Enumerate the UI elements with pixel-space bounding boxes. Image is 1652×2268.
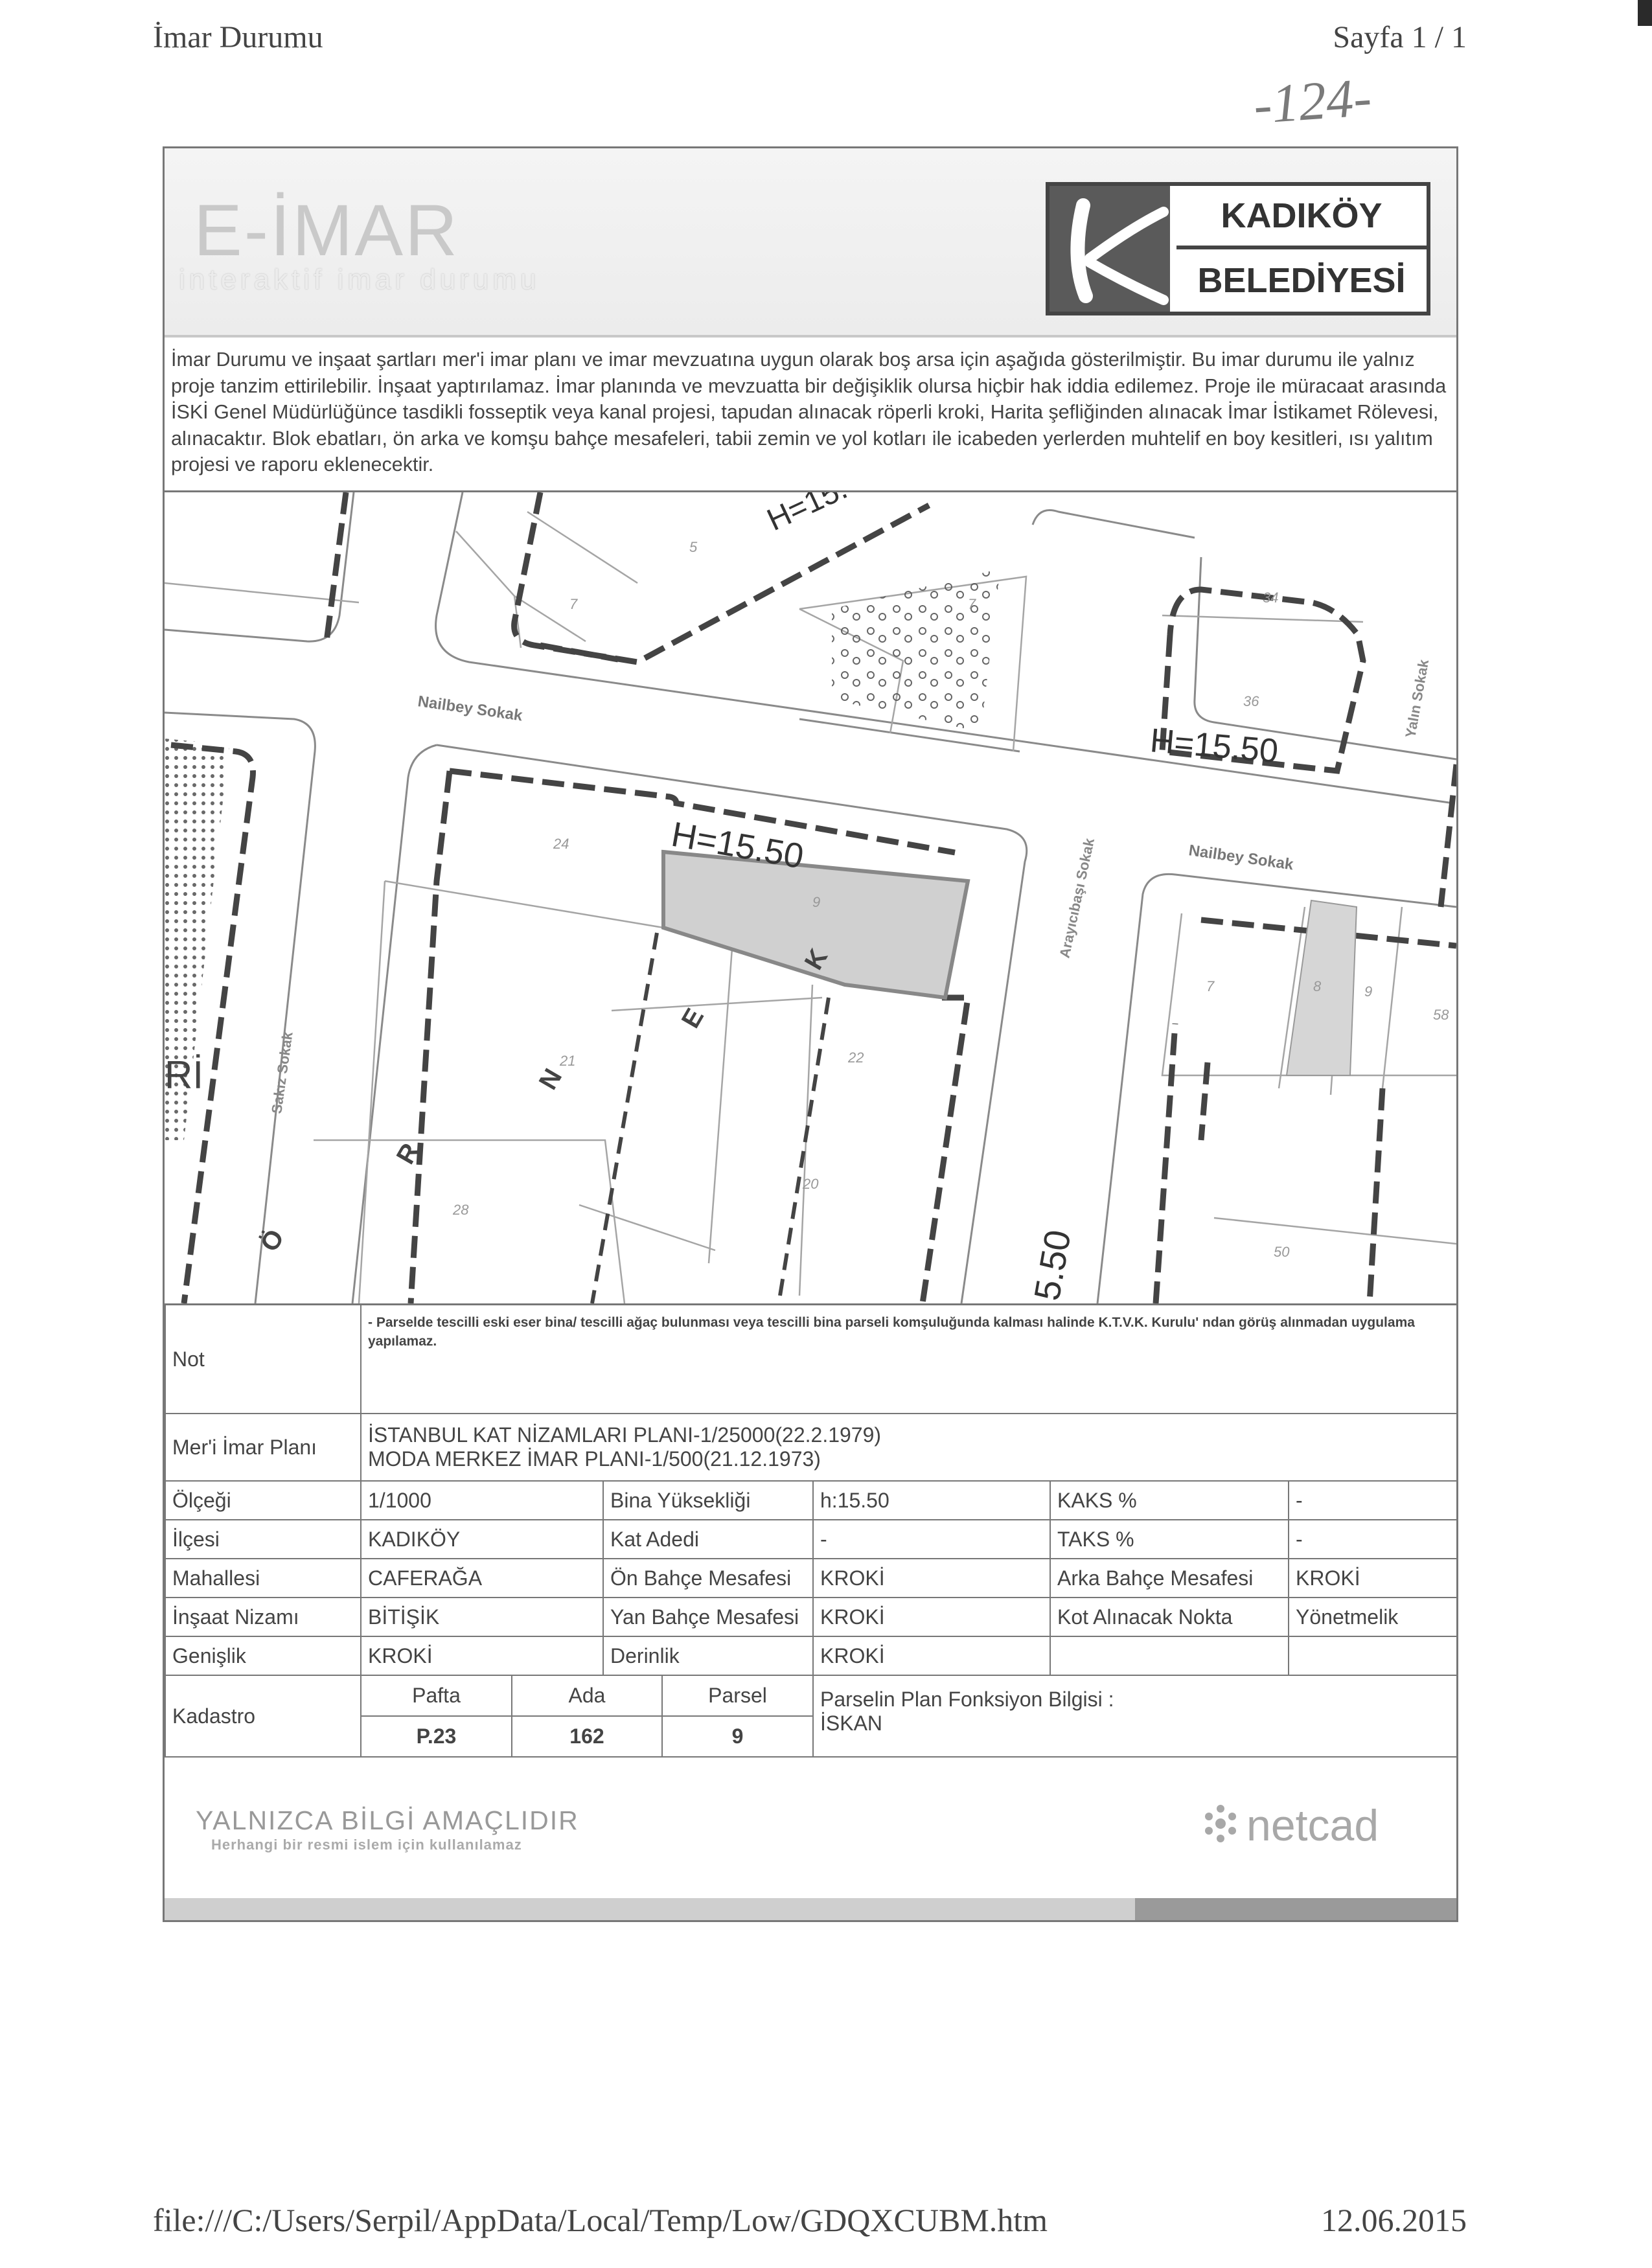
street-label-sakiz: Sakız Sokak <box>268 1031 296 1115</box>
netcad-wordmark: netcad <box>1246 1801 1379 1850</box>
parcel-number: 34 <box>1263 590 1279 606</box>
parcel-number: 7 <box>1206 978 1215 994</box>
parcel-number: 7 <box>968 596 976 612</box>
bina-yuksekligi-label: Bina Yüksekliği <box>603 1481 813 1520</box>
pafta-label: Pafta <box>361 1676 512 1716</box>
brand-subtitle: interaktif imar durumu <box>179 264 540 295</box>
mahalle-label: Mahallesi <box>165 1559 361 1598</box>
derinlik-value: KROKİ <box>813 1636 1050 1675</box>
street-label-arayicibasi: Arayıcıbaşı Sokak <box>1056 836 1098 960</box>
kot-value: Yönetmelik <box>1289 1598 1457 1636</box>
district-letter: E <box>676 1003 710 1033</box>
e-imar-document <box>163 146 1458 1922</box>
parcel-number: 36 <box>1243 693 1259 709</box>
plan-fonksiyon <box>813 1675 1457 1757</box>
header-banner <box>165 148 1456 338</box>
kadastro-subtable <box>361 1676 812 1756</box>
info-only-notice: YALNIZCA BİLGİ AMAÇLIDIR <box>196 1805 579 1835</box>
parsel-value: 9 <box>662 1716 812 1756</box>
plan-line-2: MODA MERKEZ İMAR PLANI-1/500(21.12.1973) <box>368 1447 821 1471</box>
ilce-label: İlçesi <box>165 1520 361 1559</box>
olcek-label: Ölçeği <box>165 1481 361 1520</box>
derinlik-label: Derinlik <box>603 1636 813 1675</box>
parcel-number: 28 <box>453 1202 469 1218</box>
plan-line-1: İSTANBUL KAT NİZAMLARI PLANI-1/25000(22.2.1979) <box>368 1423 882 1447</box>
height-label-top: H=15. <box>762 492 853 538</box>
on-bahce-value: KROKİ <box>813 1559 1050 1598</box>
height-label-bottom: 5.50 <box>1026 1226 1079 1303</box>
kaks-value: - <box>1289 1481 1457 1520</box>
district-letter: Rİ <box>165 1053 203 1097</box>
scan-edge-mark <box>1638 0 1652 26</box>
netcad-logo-icon <box>1201 1802 1240 1848</box>
footer-bar-accent <box>1135 1898 1456 1920</box>
plan-label: Mer'i İmar Planı <box>165 1414 361 1481</box>
plan-value <box>361 1414 1457 1481</box>
street-label-nailbey-1: Nailbey Sokak <box>417 693 524 725</box>
bina-yuksekligi-value: h:15.50 <box>813 1481 1050 1520</box>
not-label: Not <box>165 1305 361 1414</box>
parcel-number: 9 <box>1364 983 1373 1000</box>
logo-text-belediyesi: BELEDİYESİ <box>1197 261 1406 300</box>
plan-fonksiyon-label: Parselin Plan Fonksiyon Bilgisi : <box>820 1688 1114 1711</box>
olcek-value: 1/1000 <box>361 1481 603 1520</box>
yan-bahce-label: Yan Bahçe Mesafesi <box>603 1598 813 1636</box>
parcel-number: 58 <box>1433 1007 1449 1023</box>
print-title: İmar Durumu <box>153 20 323 54</box>
logo-text-kadikoy: KADIKÖY <box>1221 196 1382 235</box>
genislik-label: Genişlik <box>165 1636 361 1675</box>
print-file-path: file:///C:/Users/Serpil/AppData/Local/Temp/Low/GDQXCUBM.htm <box>153 2202 1048 2238</box>
parcel-number: 5 <box>689 539 698 555</box>
height-label-right-block: H=15.50 <box>1148 722 1280 771</box>
ada-value: 162 <box>512 1716 662 1756</box>
empty-cell <box>1050 1636 1289 1675</box>
brand-title: E-İMAR <box>194 190 459 271</box>
not-official-notice: Herhangi bir resmi islem için kullanılamaz <box>211 1837 522 1853</box>
on-bahce-label: Ön Bahçe Mesafesi <box>603 1559 813 1598</box>
genislik-value: KROKİ <box>361 1636 603 1675</box>
kadastro-values <box>361 1675 813 1757</box>
parcel-number: 9 <box>812 894 821 910</box>
kat-adedi-value: - <box>813 1520 1050 1559</box>
ilce-value: KADIKÖY <box>361 1520 603 1559</box>
ada-label: Ada <box>512 1676 662 1716</box>
empty-cell <box>1289 1636 1457 1675</box>
height-label-parcel-9: H=15.50 <box>668 814 807 876</box>
intro-paragraph: İmar Durumu ve inşaat şartları mer'i imar planı ve imar mevzuatına uygun olarak boş arsa için aşağıda gösterilmiştir. Bu imar durumu ile yalnız proje tanzim ettirilebilir. İnşaat yaptırılamaz. İmar planında ve mevzuatta bir değişiklik olursa hiçbir hak iddia edilemez. Proje ile müracaat arasında İSKİ Genel Müdürlüğünce tasdikli fosseptik veya kanal projesi, tapudan alınacak röperli kroki, Harita şefliğinden alınacak İmar İstikamet Rölevesi, alınacaktır. Blok ebatları, ön arka ve komşu bahçe mesafeleri, tabii zemin ve yol kotları ile icabeden yerlerden muhtelif en boy kesitleri, ısı yalıtım projesi ve raporu eklenecektir. <box>171 349 1447 475</box>
kaks-label: KAKS % <box>1050 1481 1289 1520</box>
handwritten-number: -124- <box>1251 67 1373 136</box>
street-label-nailbey-2: Nailbey Sokak <box>1187 842 1295 874</box>
kat-adedi-label: Kat Adedi <box>603 1520 813 1559</box>
arka-bahce-value: KROKİ <box>1289 1559 1457 1598</box>
parcel-number: 8 <box>1313 978 1322 994</box>
kadastro-label: Kadastro <box>165 1675 361 1757</box>
district-letter: N <box>533 1064 568 1095</box>
print-page-number: Sayfa 1 / 1 <box>1333 20 1467 54</box>
parcel-number: 21 <box>560 1053 576 1069</box>
taks-label: TAKS % <box>1050 1520 1289 1559</box>
mahalle-value: CAFERAĞA <box>361 1559 603 1598</box>
insaat-nizami-value: BİTİŞİK <box>361 1598 603 1636</box>
district-letter: Ö <box>255 1224 290 1257</box>
parcel-number: 22 <box>848 1049 864 1066</box>
zoning-map[interactable] <box>165 490 1456 1305</box>
parcel-number: 24 <box>553 836 569 852</box>
parcel-number: 7 <box>569 596 578 612</box>
parsel-label: Parsel <box>662 1676 812 1716</box>
kot-label: Kot Alınacak Nokta <box>1050 1598 1289 1636</box>
street-label-yalin: Yalın Sokak <box>1402 658 1432 739</box>
parcel-number: 50 <box>1274 1244 1290 1260</box>
plan-fonksiyon-value: İSKAN <box>820 1712 883 1735</box>
arka-bahce-label: Arka Bahçe Mesafesi <box>1050 1559 1289 1598</box>
k-logo-icon <box>1050 186 1170 312</box>
taks-value: - <box>1289 1520 1457 1559</box>
district-letter: R <box>391 1138 426 1169</box>
insaat-nizami-label: İnşaat Nizamı <box>165 1598 361 1636</box>
print-date: 12.06.2015 <box>1321 2202 1467 2238</box>
pafta-value: P.23 <box>416 1724 457 1748</box>
yan-bahce-value: KROKİ <box>813 1598 1050 1636</box>
district-letter: K <box>799 944 834 975</box>
not-text: - Parselde tescilli eski eser bina/ tescilli ağaç bulunması veya tescilli bina parseli komşuluğunda kalması halinde K.T.V.K. Kurulu' ndan görüş alınmadan uygulama yapılamaz. <box>361 1305 1457 1414</box>
zoning-info-table <box>165 1304 1458 1758</box>
municipality-logo <box>1046 182 1430 315</box>
parcel-number: 20 <box>803 1176 819 1192</box>
